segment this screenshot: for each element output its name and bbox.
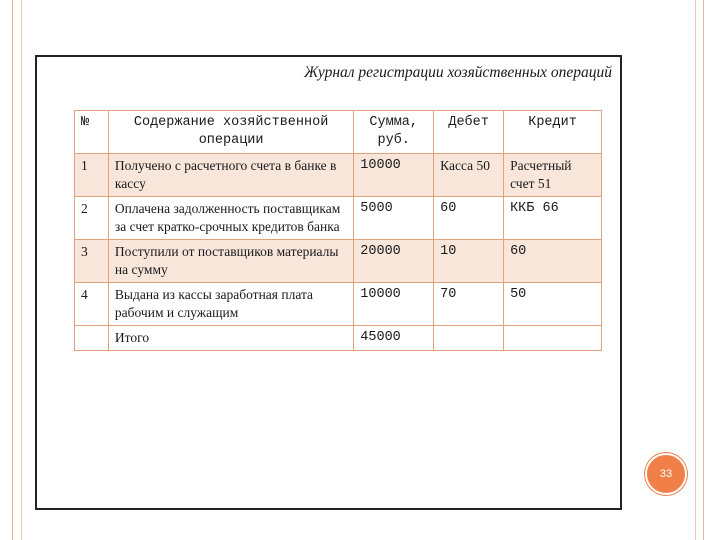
total-debit-empty [434, 326, 504, 351]
table-row [75, 154, 602, 197]
header-sum: Сумма, руб. [354, 111, 434, 154]
table-total-row [75, 326, 602, 351]
table-row [75, 240, 602, 283]
row-num: 3 [75, 240, 109, 283]
row-credit: Расчетный счет 51 [504, 154, 602, 197]
total-num-empty [75, 326, 109, 351]
row-content: Поступили от поставщиков материалы на сумму [108, 240, 353, 283]
row-credit: 50 [504, 283, 602, 326]
table-header-row [75, 111, 602, 154]
row-sum: 10000 [354, 154, 434, 197]
frame-line-right [695, 0, 696, 540]
row-sum: 5000 [354, 197, 434, 240]
row-content: Выдана из кассы заработная плата рабочим и служащим [108, 283, 353, 326]
row-debit: 10 [434, 240, 504, 283]
row-debit: Касса 50 [434, 154, 504, 197]
header-credit: Кредит [504, 111, 602, 154]
journal-table [74, 110, 602, 351]
frame-line-left [21, 0, 22, 540]
total-credit-empty [504, 326, 602, 351]
row-content: Оплачена задолженность поставщикам за счет кратко-срочных кредитов банка [108, 197, 353, 240]
total-label: Итого [108, 326, 353, 351]
header-content: Содержание хозяйственной операции [108, 111, 353, 154]
row-sum: 10000 [354, 283, 434, 326]
header-num: № [75, 111, 109, 154]
row-debit: 70 [434, 283, 504, 326]
page-title: Журнал регистрации хозяйственных операций [304, 64, 612, 81]
row-credit: 60 [504, 240, 602, 283]
header-debit: Дебет [434, 111, 504, 154]
page-number-badge: 33 [645, 453, 687, 495]
row-num: 2 [75, 197, 109, 240]
row-num: 1 [75, 154, 109, 197]
row-credit: ККБ 66 [504, 197, 602, 240]
row-content: Получено с расчетного счета в банке в кассу [108, 154, 353, 197]
row-sum: 20000 [354, 240, 434, 283]
table-row [75, 197, 602, 240]
table-row [75, 283, 602, 326]
row-num: 4 [75, 283, 109, 326]
row-debit: 60 [434, 197, 504, 240]
total-sum: 45000 [354, 326, 434, 351]
slide-content-box [35, 55, 622, 510]
